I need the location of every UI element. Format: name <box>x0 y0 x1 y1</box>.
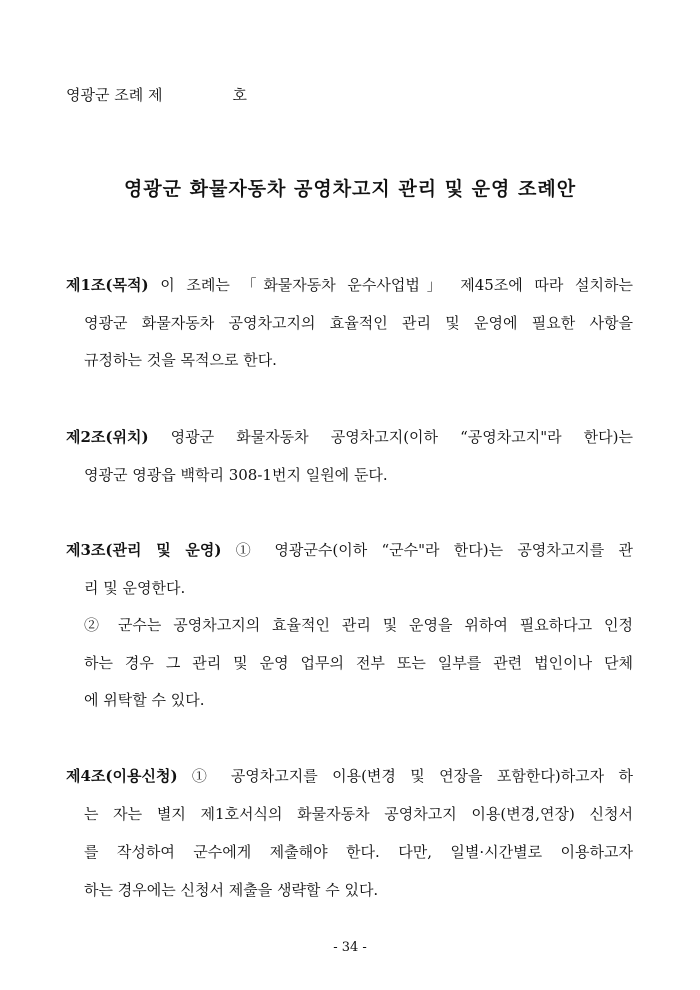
article-1-line: 영광군 화물자동차 공영차고지의 효율적인 관리 및 운영에 필요한 사항을 <box>84 314 633 332</box>
article-4-line: 는 자는 별지 제1호서식의 화물자동차 공영차고지 이용(변경,연장) 신청서 <box>84 805 633 823</box>
ordinance-number-prefix: 영광군 조례 제 <box>66 86 163 104</box>
article-text: 이 조례는 「화물자동차 운수사업법」 제45조에 따라 설치하는 <box>148 276 633 294</box>
ordinance-number <box>66 84 247 105</box>
ordinance-number-suffix: 호 <box>232 86 247 104</box>
article-text: 영광군 화물자동차 공영차고지(이하 “공영차고지"라 한다)는 <box>148 428 633 446</box>
article-4-line <box>66 765 633 787</box>
article-text: ① 공영차고지를 이용(변경 및 연장을 포함한다)하고자 하 <box>177 767 633 785</box>
article-3-line: 리 및 운영한다. <box>84 579 186 597</box>
article-heading: 제1조(목적) <box>66 276 149 294</box>
article-4-line: 를 작성하여 군수에게 제출해야 한다. 다만, 일별·시간별로 이용하고자 <box>84 843 633 861</box>
document-title: 영광군 화물자동차 공영차고지 관리 및 운영 조례안 <box>123 178 577 200</box>
article-heading: 제4조(이용신청) <box>66 767 178 785</box>
article-1-line: 규정하는 것을 목적으로 한다. <box>84 351 277 369</box>
article-heading: 제2조(위치) <box>66 428 149 446</box>
article-4-line: 하는 경우에는 신청서 제출을 생략할 수 있다. <box>84 881 379 899</box>
article-3-line: 하는 경우 그 관리 및 운영 업무의 전부 또는 일부를 관련 법인이나 단체 <box>84 654 633 672</box>
article-1-line <box>66 274 633 296</box>
article-3-line: ② 군수는 공영차고지의 효율적인 관리 및 운영을 위하여 필요하다고 인정 <box>84 616 633 634</box>
article-heading: 제3조(관리 및 운영) <box>66 541 222 559</box>
article-2-line <box>66 426 633 448</box>
article-3-line <box>66 539 633 561</box>
article-text: ① 영광군수(이하 “군수"라 한다)는 공영차고지를 관 <box>221 541 633 559</box>
article-3-line: 에 위탁할 수 있다. <box>84 691 205 709</box>
page-number: - 34 - <box>333 940 367 955</box>
article-2-line: 영광군 영광읍 백학리 308-1번지 일원에 둔다. <box>84 466 388 484</box>
